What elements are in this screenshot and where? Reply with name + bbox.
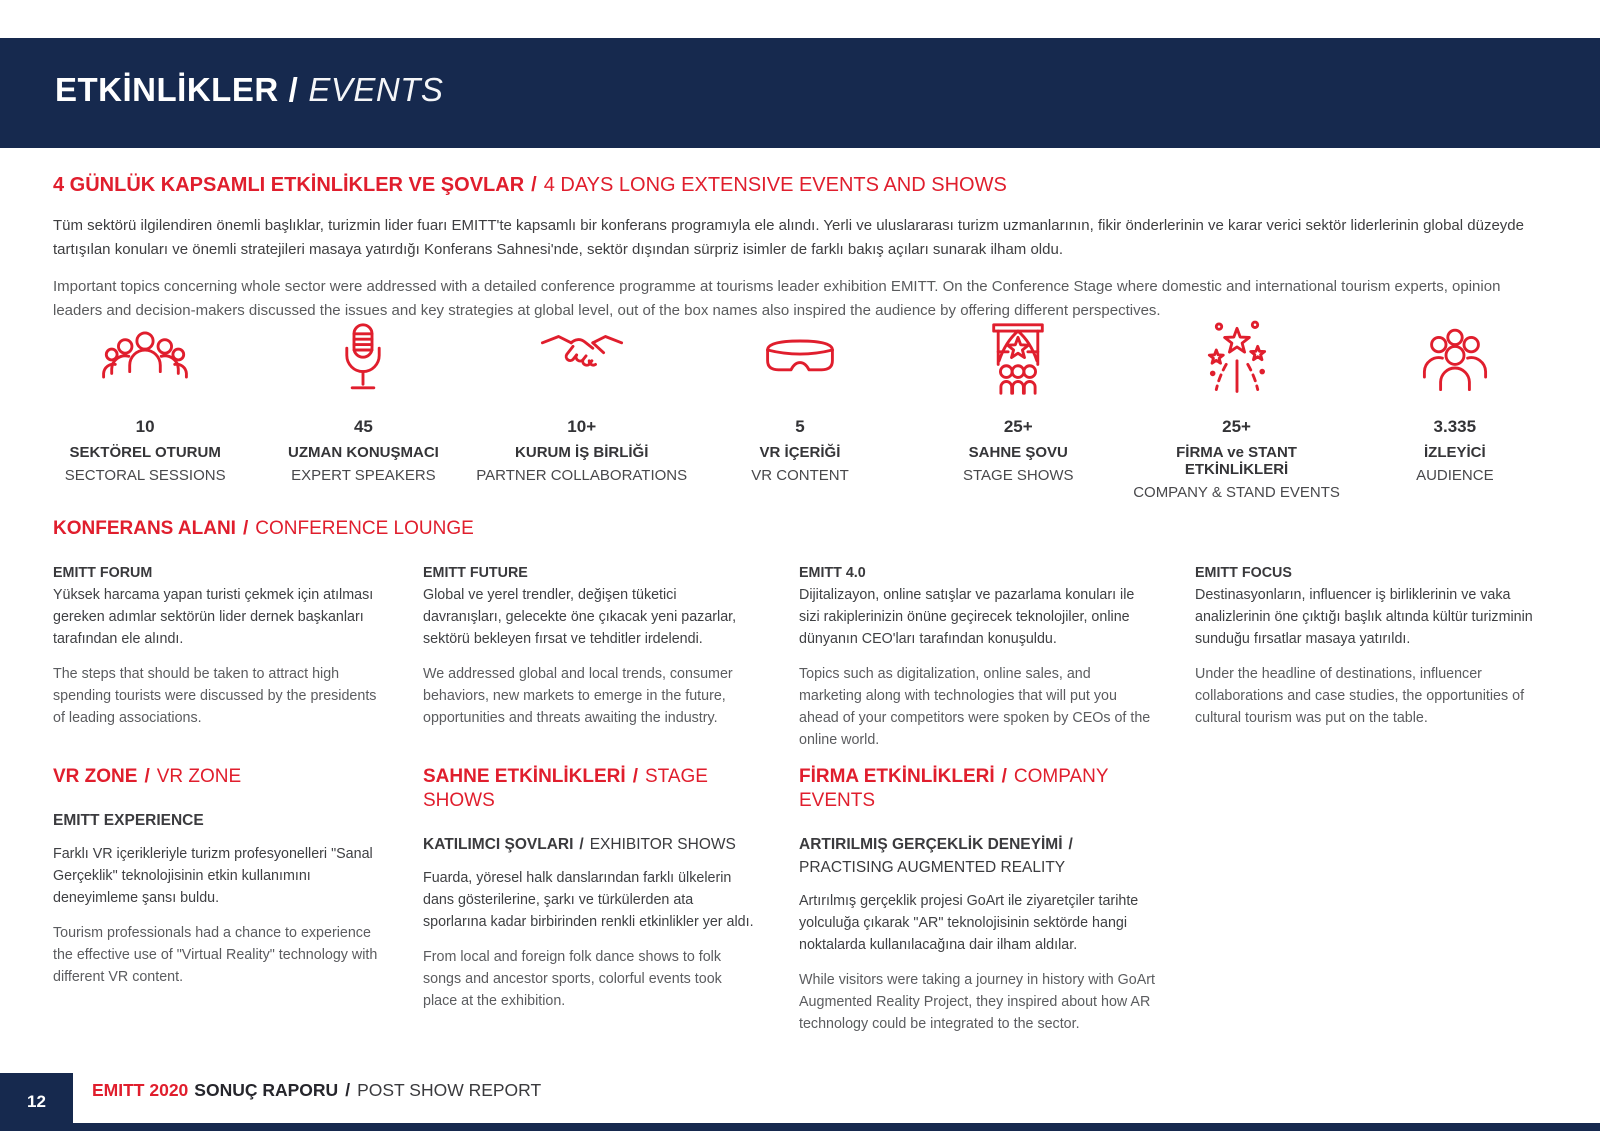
zone-subheading bbox=[423, 833, 759, 856]
zone-heading-en: VR ZONE bbox=[156, 766, 242, 787]
stat-stage-shows bbox=[909, 307, 1127, 501]
stat-label-en: AUDIENCE bbox=[1416, 467, 1494, 484]
stat-audience bbox=[1346, 307, 1564, 501]
zone-text-en: Tourism professionals had a chance to experience the effective use of "Virtual Reality" technology with different VR content. bbox=[53, 925, 378, 985]
fireworks-icon bbox=[1127, 307, 1345, 404]
stat-label-en: STAGE SHOWS bbox=[962, 467, 1074, 484]
stat-label-tr: UZMAN KONUŞMACI bbox=[288, 444, 439, 461]
footer-report-tr: SONUÇ RAPORU bbox=[194, 1080, 339, 1100]
page-number: 12 bbox=[27, 1092, 46, 1111]
stat-label-tr: KURUM İŞ BİRLİĞİ bbox=[515, 444, 649, 461]
zone-text-en: While visitors were taking a journey in history with GoArt Augmented Reality Project, they inspired about how AR technology could be integrated to the sector. bbox=[799, 972, 1155, 1032]
zone-heading-tr: FİRMA ETKİNLİKLERİ bbox=[799, 766, 995, 787]
conference-columns bbox=[53, 562, 1547, 751]
stat-value: 45 bbox=[353, 417, 373, 436]
stats-row bbox=[36, 307, 1564, 501]
column-text-en: The steps that should be taken to attract high spending tourists were discussed by the presidents of leading associations. bbox=[53, 666, 377, 726]
stat-value: 10 bbox=[135, 417, 155, 436]
stat-partner-collaborations bbox=[473, 307, 691, 501]
stat-label-en: EXPERT SPEAKERS bbox=[291, 467, 436, 484]
column-title: EMITT FORUM bbox=[53, 565, 153, 581]
zone-text-tr: Artırılmış gerçeklik projesi GoArt ile ziyaretçiler tarihte yolculuğa çıkarak "AR" teknolojisinin sektörde hangi noktalarda kullanılacağına dair ilham aldılar. bbox=[799, 893, 1139, 953]
conference-column-emitt-focus bbox=[1195, 562, 1547, 751]
stat-value: 5 bbox=[795, 417, 805, 436]
sessions-crowd-icon bbox=[36, 307, 254, 404]
column-text-tr: Yüksek harcama yapan turisti çekmek için atılması gereken adımlar sektörün lider dernek başkanları tarafından ele alındı. bbox=[53, 587, 374, 647]
column-text-tr: Destinasyonların, influencer iş birliklerinin ve vaka analizlerinin öne çıktığı başlık altında kültür turizminin sunduğu fırsatlar masaya yatırıldı. bbox=[1195, 587, 1533, 647]
zones-columns bbox=[53, 765, 1547, 1035]
zone-vr bbox=[53, 765, 383, 1035]
vr-goggles-icon bbox=[691, 307, 909, 404]
zone-heading-slash: / bbox=[144, 766, 150, 787]
zone-text-tr: Farklı VR içerikleriyle turizm profesyonelleri "Sanal Gerçeklik" teknolojisinin etkin kullanımını deneyimleme şansı buldu. bbox=[53, 846, 373, 906]
column-text-tr: Dijitalizayon, online satışlar ve pazarlama konuları ile sizi rakiplerinizin önüne geçirecek teknolojiler, online dünyanın CEO'ları tarafından konuşuldu. bbox=[799, 587, 1135, 647]
microphone-icon bbox=[254, 307, 472, 404]
audience-crowd-icon bbox=[1346, 307, 1564, 404]
stat-value: 25+ bbox=[1222, 417, 1251, 436]
stat-company-stand-events bbox=[1127, 307, 1345, 501]
stat-label-en: COMPANY & STAND EVENTS bbox=[1133, 484, 1340, 501]
zone-subheading-en: PRACTISING AUGMENTED REALITY bbox=[799, 859, 1066, 876]
column-text-en: We addressed global and local trends, consumer behaviors, new markets to emerge in the future, opportunities and threats awaiting the industry. bbox=[423, 666, 733, 726]
column-title: EMITT FOCUS bbox=[1195, 565, 1292, 581]
zone-heading-en: STAGE SHOWS bbox=[423, 766, 708, 811]
zone-subheading-tr: ARTIRILMIŞ GERÇEKLİK DENEYİMİ bbox=[799, 836, 1063, 853]
conference-heading-slash: / bbox=[242, 518, 249, 539]
intro-heading-slash: / bbox=[531, 174, 537, 196]
zone-heading-tr: SAHNE ETKİNLİKLERİ bbox=[423, 766, 626, 787]
title-slash: / bbox=[288, 71, 299, 108]
stat-value: 10+ bbox=[567, 417, 597, 436]
zone-heading-en: COMPANY EVENTS bbox=[799, 766, 1109, 811]
conference-column-emitt-4-0 bbox=[799, 562, 1155, 751]
zone-subheading-en: EXHIBITOR SHOWS bbox=[589, 836, 736, 853]
footer-report-en: POST SHOW REPORT bbox=[357, 1080, 542, 1100]
zone-subheading-tr: KATILIMCI ŞOVLARI bbox=[423, 836, 574, 853]
zone-stage-shows bbox=[423, 765, 759, 1035]
stat-label-tr: SAHNE ŞOVU bbox=[968, 444, 1068, 461]
column-title: EMITT 4.0 bbox=[799, 565, 866, 581]
zone-text-en: From local and foreign folk dance shows to folk songs and ancestor sports, colorful events took place at the exhibition. bbox=[423, 949, 722, 1009]
conference-section bbox=[53, 517, 1547, 751]
page-title bbox=[55, 71, 443, 109]
zone-heading-tr: VR ZONE bbox=[53, 766, 138, 787]
column-text-en: Topics such as digitalization, online sales, and marketing along with technologies that will put you ahead of your competitors were spoken by CEOs of the online world. bbox=[799, 666, 1151, 748]
stat-label-en: PARTNER COLLABORATIONS bbox=[476, 467, 688, 484]
zone-subheading-slash: / bbox=[579, 836, 584, 853]
column-title: EMITT FUTURE bbox=[423, 565, 528, 581]
conference-heading bbox=[53, 517, 1547, 541]
stat-vr-content bbox=[691, 307, 909, 501]
footer-slash: / bbox=[345, 1080, 351, 1100]
intro-paragraph-tr: Tüm sektörü ilgilendiren önemli başlıklar, turizmin lider fuarı EMITT'te kapsamlı bir konferans programıyla ele alındı. Yerli ve uluslararası turizm uzmanlarının, fikir önderlerinin ve karar verici sektör liderlerinin global düzeyde tartışılan konuları ve önemli stratejileri masaya yatırdığı Konferans Sahnesi'nde, sektör dışından sürpriz isimler de farklı bakış açıları sunarak ilham oldu. bbox=[53, 217, 1524, 258]
handshake-icon bbox=[473, 307, 691, 404]
stat-value: 3.335 bbox=[1433, 417, 1477, 436]
page-title-tr: ETKİNLİKLER bbox=[55, 71, 279, 108]
zone-heading bbox=[53, 765, 383, 789]
zone-heading-slash: / bbox=[632, 766, 638, 787]
intro-section bbox=[53, 172, 1547, 323]
stat-label-en: VR CONTENT bbox=[751, 467, 849, 484]
stat-label-tr: VR İÇERİĞİ bbox=[759, 444, 841, 461]
column-text-tr: Global ve yerel trendler, değişen tüketici davranışları, gelecekte öne çıkacak yeni pazarlar, sektörü bekleyen fırsat ve tehditler irdelendi. bbox=[423, 587, 737, 647]
zone-empty bbox=[1195, 765, 1547, 1035]
stat-value: 25+ bbox=[1003, 417, 1033, 436]
intro-heading-en: 4 DAYS LONG EXTENSIVE EVENTS AND SHOWS bbox=[543, 174, 1007, 196]
conference-column-emitt-forum bbox=[53, 562, 383, 751]
zone-heading-slash: / bbox=[1001, 766, 1007, 787]
intro-heading bbox=[53, 172, 1547, 198]
zone-subheading-slash: / bbox=[1068, 836, 1073, 853]
footer-brand: EMITT 2020 bbox=[92, 1080, 189, 1100]
zone-subheading-tr: EMITT EXPERIENCE bbox=[53, 812, 204, 829]
stage-curtain-icon bbox=[909, 307, 1127, 404]
footer-report-title bbox=[92, 1080, 541, 1101]
stat-label-tr: İZLEYİCİ bbox=[1423, 444, 1486, 461]
zone-company-events bbox=[799, 765, 1155, 1035]
stat-expert-speakers bbox=[254, 307, 472, 501]
zone-heading bbox=[799, 765, 1155, 813]
stat-sectoral-sessions bbox=[36, 307, 254, 501]
zone-text-tr: Fuarda, yöresel halk danslarından farklı ülkelerin dans gösterilerine, şarkı ve türkülerden ata sporlarına kadar birbirinden renkli etkinlikler yer aldı. bbox=[423, 870, 754, 930]
zones-section bbox=[53, 765, 1547, 1035]
conference-heading-en: CONFERENCE LOUNGE bbox=[255, 518, 474, 539]
column-text-en: Under the headline of destinations, influencer collaborations and case studies, the opportunities of cultural tourism was put on the table. bbox=[1195, 666, 1525, 726]
zone-heading bbox=[423, 765, 759, 813]
page-title-en: EVENTS bbox=[308, 71, 444, 108]
intro-heading-tr: 4 GÜNLÜK KAPSAMLI ETKİNLİKLER VE ŞOVLAR bbox=[53, 174, 525, 196]
stat-label-tr: FİRMA ve STANT ETKİNLİKLERİ bbox=[1176, 444, 1297, 478]
stat-label-en: SECTORAL SESSIONS bbox=[64, 467, 226, 484]
bottom-navy-bar bbox=[0, 1123, 1600, 1131]
header-band bbox=[0, 38, 1600, 148]
conference-heading-tr: KONFERANS ALANI bbox=[53, 518, 236, 539]
stat-label-tr: SEKTÖREL OTURUM bbox=[69, 444, 221, 461]
zone-subheading bbox=[799, 833, 1155, 879]
zone-subheading bbox=[53, 809, 383, 832]
intro-paragraph-en: Important topics concerning whole sector were addressed with a detailed conference programme at tourisms leader exhibition EMITT. On the Conference Stage where domestic and international tourism experts, opinion leaders and decision-makers discussed the issues and key strategies at global level, out of the box names also inspired the audience by offering different perspectives. bbox=[53, 278, 1501, 319]
conference-column-emitt-future bbox=[423, 562, 759, 751]
